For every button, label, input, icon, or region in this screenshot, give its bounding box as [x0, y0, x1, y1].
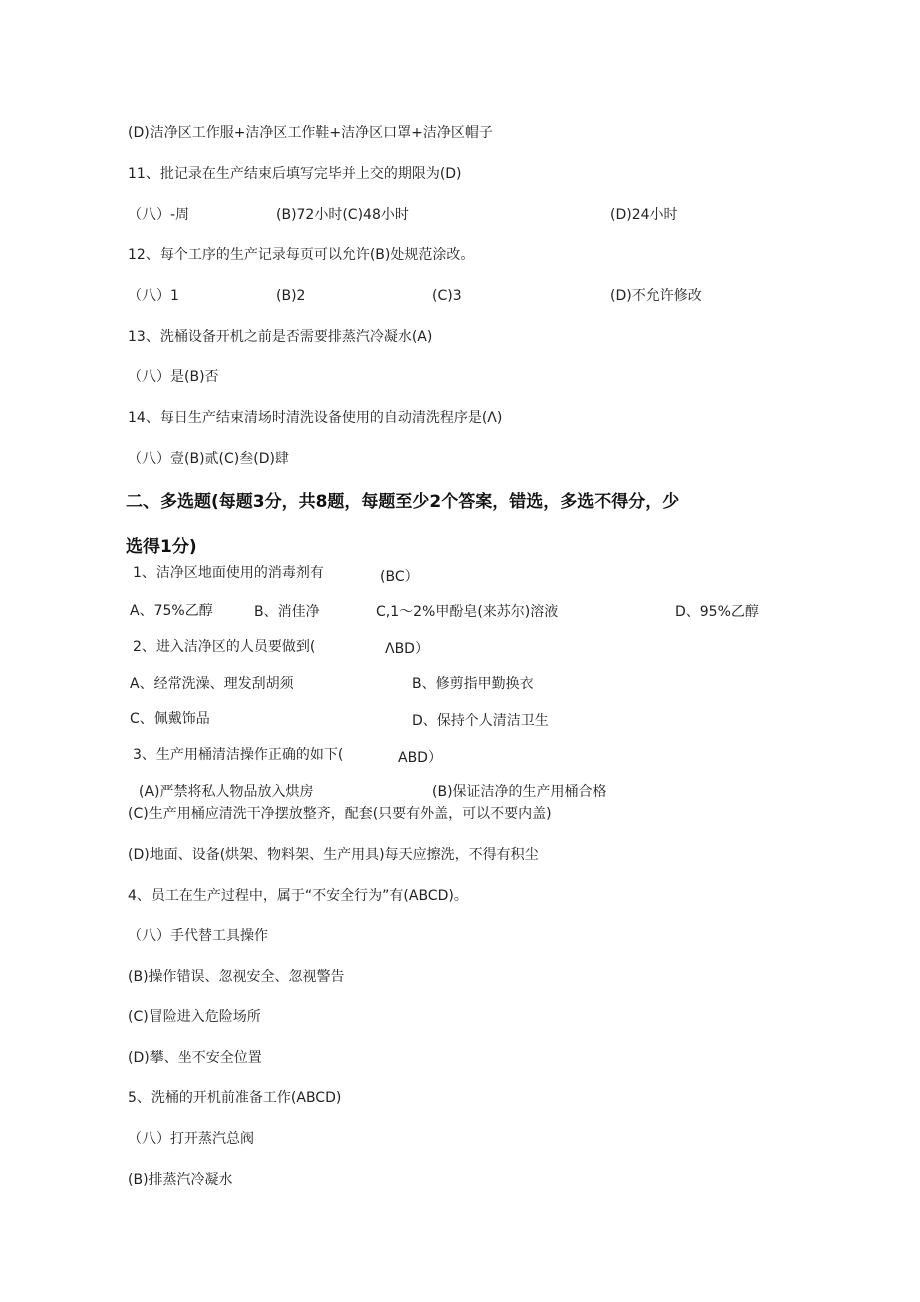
- q10-option-d: (D)洁净区工作服+洁净区工作鞋+洁净区口罩+洁净区帽子: [128, 125, 493, 141]
- m1-option-a: A、75%乙醇: [130, 603, 213, 619]
- m2-question: 2、进入洁净区的人员要做到(: [133, 639, 316, 655]
- m3-answer: ABD）: [398, 750, 442, 766]
- m2-option-a: A、经常洗澡、理发刮胡须: [130, 676, 294, 692]
- q14-options: （八）壹(B)贰(C)叁(D)肆: [128, 451, 289, 467]
- m4-option-c: (C)冒险进入危险场所: [128, 1009, 261, 1025]
- m1-option-d: D、95%乙醇: [675, 604, 759, 620]
- q14-question: 14、每日生产结束清场时清洗设备使用的自动清洗程序是(Λ): [128, 410, 503, 426]
- m4-option-d: (D)攀、坐不安全位置: [128, 1050, 262, 1066]
- m4-option-b: (B)操作错误、忽视安全、忽视警告: [128, 969, 345, 985]
- section-2-title: 二、多选题(每题3分，共8题，每题至少2个答案，错选，多选不得分，少: [126, 492, 680, 512]
- m3-question: 3、生产用桶清洁操作正确的如下(: [133, 747, 344, 763]
- m1-answer: (BC）: [380, 569, 419, 585]
- m5-option-a: （八）打开蒸汽总阀: [128, 1131, 254, 1147]
- q11-option-d: (D)24小时: [610, 207, 678, 223]
- m2-option-d: D、保持个人清洁卫生: [412, 713, 549, 729]
- q12-option-c: (C)3: [432, 288, 462, 304]
- m3-option-b: (B)保证洁净的生产用桶合格: [432, 784, 607, 800]
- q11-option-a: （八）-周: [128, 207, 190, 223]
- m5-question: 5、洗桶的开机前准备工作(ABCD): [128, 1090, 342, 1106]
- m1-option-c: C,1〜2%甲酚皂(来苏尔)溶液: [376, 604, 559, 620]
- m3-option-c: (C)生产用桶应清洗干净摆放整齐，配套(只要有外盖，可以不要内盖): [128, 806, 552, 822]
- m1-question: 1、洁净区地面使用的消毒剂有: [133, 565, 324, 581]
- m4-option-a: （八）手代替工具操作: [128, 928, 268, 944]
- q12-question: 12、每个工序的生产记录每页可以允许(B)处规范涂改。: [128, 247, 475, 263]
- m2-answer: ΛBD）: [385, 641, 429, 657]
- m3-option-d: (D)地面、设备(烘架、物料架、生产用具)每天应擦洗，不得有积尘: [128, 847, 539, 863]
- m4-question: 4、员工在生产过程中，属于“不安全行为”有(ABCD)。: [128, 888, 468, 904]
- q13-question: 13、洗桶设备开机之前是否需要排蒸汽冷凝水(A): [128, 329, 433, 345]
- m5-option-b: (B)排蒸汽冷凝水: [128, 1172, 233, 1188]
- q11-option-bc: (B)72小时(C)48小时: [276, 207, 409, 223]
- q12-option-d: (D)不允许修改: [610, 288, 702, 304]
- m2-option-b: B、修剪指甲勤换衣: [412, 676, 534, 692]
- m1-option-b: B、消佳净: [254, 604, 320, 620]
- q12-option-b: (B)2: [276, 288, 306, 304]
- q13-options: （八）是(B)否: [128, 369, 219, 385]
- m3-option-a: (A)严禁将私人物品放入烘房: [139, 784, 314, 800]
- q12-option-a: （八）1: [128, 288, 179, 304]
- section-2-title-cont: 选得1分): [126, 537, 197, 557]
- q11-question: 11、批记录在生产结束后填写完毕并上交的期限为(D): [128, 166, 462, 182]
- m2-option-c: C、佩戴饰品: [130, 711, 210, 727]
